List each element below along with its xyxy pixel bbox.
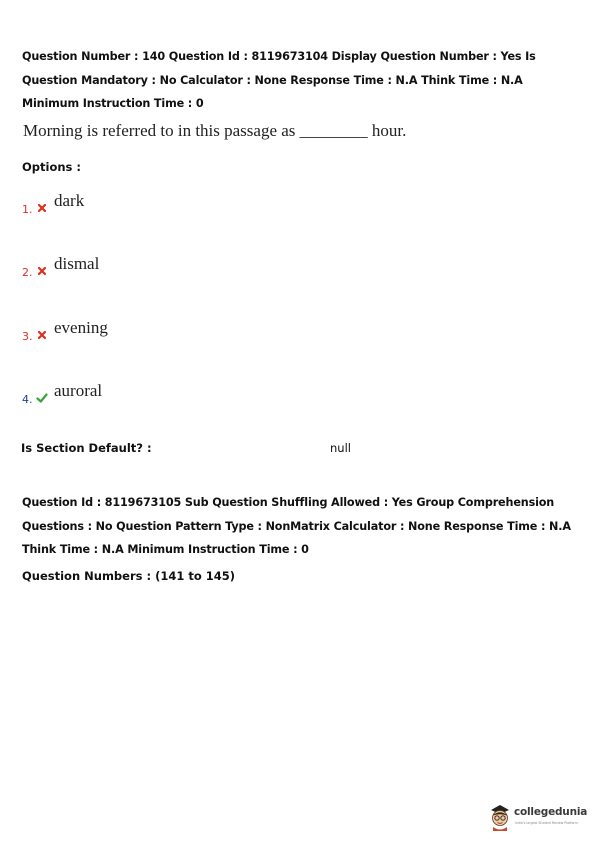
question-text-after: hour.: [371, 121, 407, 140]
question-numbers: Question Numbers : (141 to 145): [22, 569, 236, 583]
cross-icon: [36, 265, 48, 277]
option-number: 2.: [22, 266, 33, 279]
logo-tagline: India's largest Student Review Platform: [515, 821, 578, 825]
section-default-value: null: [330, 441, 351, 455]
option-text: auroral: [54, 381, 103, 400]
option-number: 1.: [22, 203, 33, 216]
section-default-label: Is Section Default? :: [21, 441, 152, 455]
option-number: 3.: [22, 330, 33, 343]
question-blank: ________: [299, 121, 368, 140]
logo-brand: collegedunia: [514, 806, 588, 818]
cross-icon: [36, 202, 48, 214]
mascot-icon: [488, 801, 512, 831]
option-text: dismal: [54, 254, 100, 273]
option-text: dark: [54, 191, 85, 210]
option-text: evening: [54, 318, 108, 337]
options-label: Options :: [22, 160, 81, 174]
cross-icon: [36, 329, 48, 341]
option-number: 4.: [22, 393, 33, 406]
question-text: [23, 121, 406, 141]
group-meta: Question Id : 8119673105 Sub Question Shuffling Allowed : Yes Group Comprehension Questions : No Question Pattern Type : NonMatrix Calculator : None Response Time : N.A Think Time : N.A Minimum Instruction Time : 0: [22, 496, 571, 556]
question-meta: Question Number : 140 Question Id : 8119673104 Display Question Number : Yes Is Question Mandatory : No Calculator : None Response Time : N.A Think Time : N.A Minimum Instruction Time : 0: [22, 50, 536, 110]
collegedunia-logo: [488, 801, 588, 833]
question-text-before: Morning is referred to in this passage as: [23, 121, 296, 140]
check-icon: [36, 392, 48, 404]
